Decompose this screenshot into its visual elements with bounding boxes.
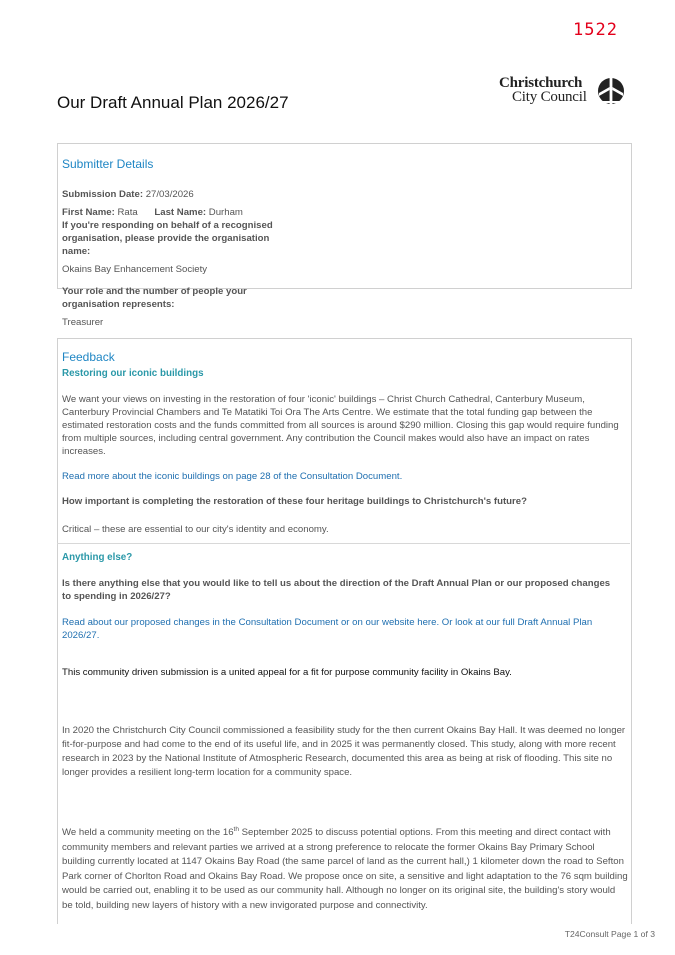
council-logo — [497, 74, 629, 108]
logo-line-2: City Council — [512, 89, 587, 105]
submission-date-value: 27/03/2026 — [145, 189, 194, 200]
organisation-question: If you're responding on behalf of a recognised organisation, please provide the organisation name: — [62, 220, 273, 257]
para2-rest: September 2025 to discuss potential options. From this meeting and direct contact with community members and relevant parties we arrived at a strong preference to relocate the former Okains Bay Primary School building currently located at 1147 Okains Bay Road (the same parcel of land as the current hall,) 1 kilometer down the road to Sefton Park corner of Chorlton Road and Okains Bay Road. We propose once on site, a sensitive and light adaptation to the 76 sqm building would be carried out, enabling it to be used as our community hall. Although no longer on its original site, the building's story would be told, building new layers of history with a new invigorated purpose and connectivity. — [62, 827, 628, 911]
consultation-document-link[interactable]: Consultation Document — [238, 617, 339, 628]
iconic-question: How important is completing the restoration of these four heritage buildings to Christchurch's future? — [62, 496, 527, 507]
website-link[interactable]: here — [417, 617, 437, 628]
community-meeting-paragraph — [62, 826, 628, 913]
anything-else-question: Is there anything else that you would like to tell us about the direction of the Draft Annual Plan or our proposed changes to spending in 2026/27? — [62, 578, 611, 602]
iconic-buildings-intro: We want your views on investing in the restoration of four 'iconic' buildings – Christ Church Cathedral, Canterbury Museum, Canterbury Provincial Chambers and Te Matatiki Toi Ora The Arts Centre. We estimate that the total funding gap between the estimated restoration costs and the funds committed from all sources is around $290 million. Closing this gap would require funding from multiple sources, including central government. Any contribution the Council makes would also have an impact on rates increases. — [62, 394, 619, 457]
last-name-value: Durham — [208, 207, 243, 218]
role-answer: Treasurer — [62, 317, 104, 328]
feedback-heading: Feedback — [62, 350, 115, 364]
first-name-label: First Name: — [62, 207, 115, 218]
iconic-read-more-link[interactable]: Read more about the iconic buildings on page 28 of the Consultation Document. — [62, 471, 403, 482]
document-title: Our Draft Annual Plan 2026/27 — [57, 93, 289, 112]
anything-else-heading: Anything else? — [62, 552, 133, 563]
name-row — [62, 206, 243, 219]
submitter-details-heading: Submitter Details — [62, 157, 154, 171]
iconic-answer: Critical – these are essential to our city's identity and economy. — [62, 524, 329, 535]
read-about-end: . — [96, 630, 100, 641]
para2-superscript: th — [233, 825, 239, 833]
logo-line-1: Christchurch — [499, 75, 583, 91]
page-footer: T24Consult Page 1 of 3 — [564, 929, 655, 939]
submission-date-label: Submission Date: — [62, 189, 144, 200]
anything-else-read-about — [62, 616, 617, 642]
cathedral-logo-icon — [596, 75, 626, 107]
section-divider — [57, 543, 630, 544]
submission-date-row — [62, 188, 194, 201]
last-name-label: Last Name: — [154, 207, 207, 218]
read-about-mid: or on our website — [338, 617, 418, 628]
para2-start: We held a community meeting on the 16 — [62, 827, 234, 838]
feasibility-paragraph: In 2020 the Christchurch City Council commissioned a feasibility study for the then current Okains Bay Hall. It was deemed no longer fit-for-purpose and had come to the end of its useful life, and in 2025 it was permanently closed. This study, along with more recent research in 2023 by the National Institute of Atmospheric Research, documented this area as being at risk of flooding. This site no longer provides a resilient long-term location for a community space. — [62, 725, 626, 778]
draft-annual-plan-link[interactable]: Draft Annual Plan 2026/27 — [62, 617, 593, 641]
community-statement: This community driven submission is a united appeal for a fit for purpose community facility in Okains Bay. — [62, 667, 512, 678]
iconic-buildings-heading: Restoring our iconic buildings — [62, 368, 204, 379]
read-about-mid2: . Or look at our full — [436, 617, 518, 628]
organisation-answer: Okains Bay Enhancement Society — [62, 264, 208, 275]
read-about-prefix: Read about our proposed changes in the — [62, 617, 239, 628]
role-question: Your role and the number of people your organisation represents: — [62, 286, 247, 310]
page-number: 1522 — [573, 20, 618, 40]
first-name-value: Rata — [117, 207, 138, 218]
